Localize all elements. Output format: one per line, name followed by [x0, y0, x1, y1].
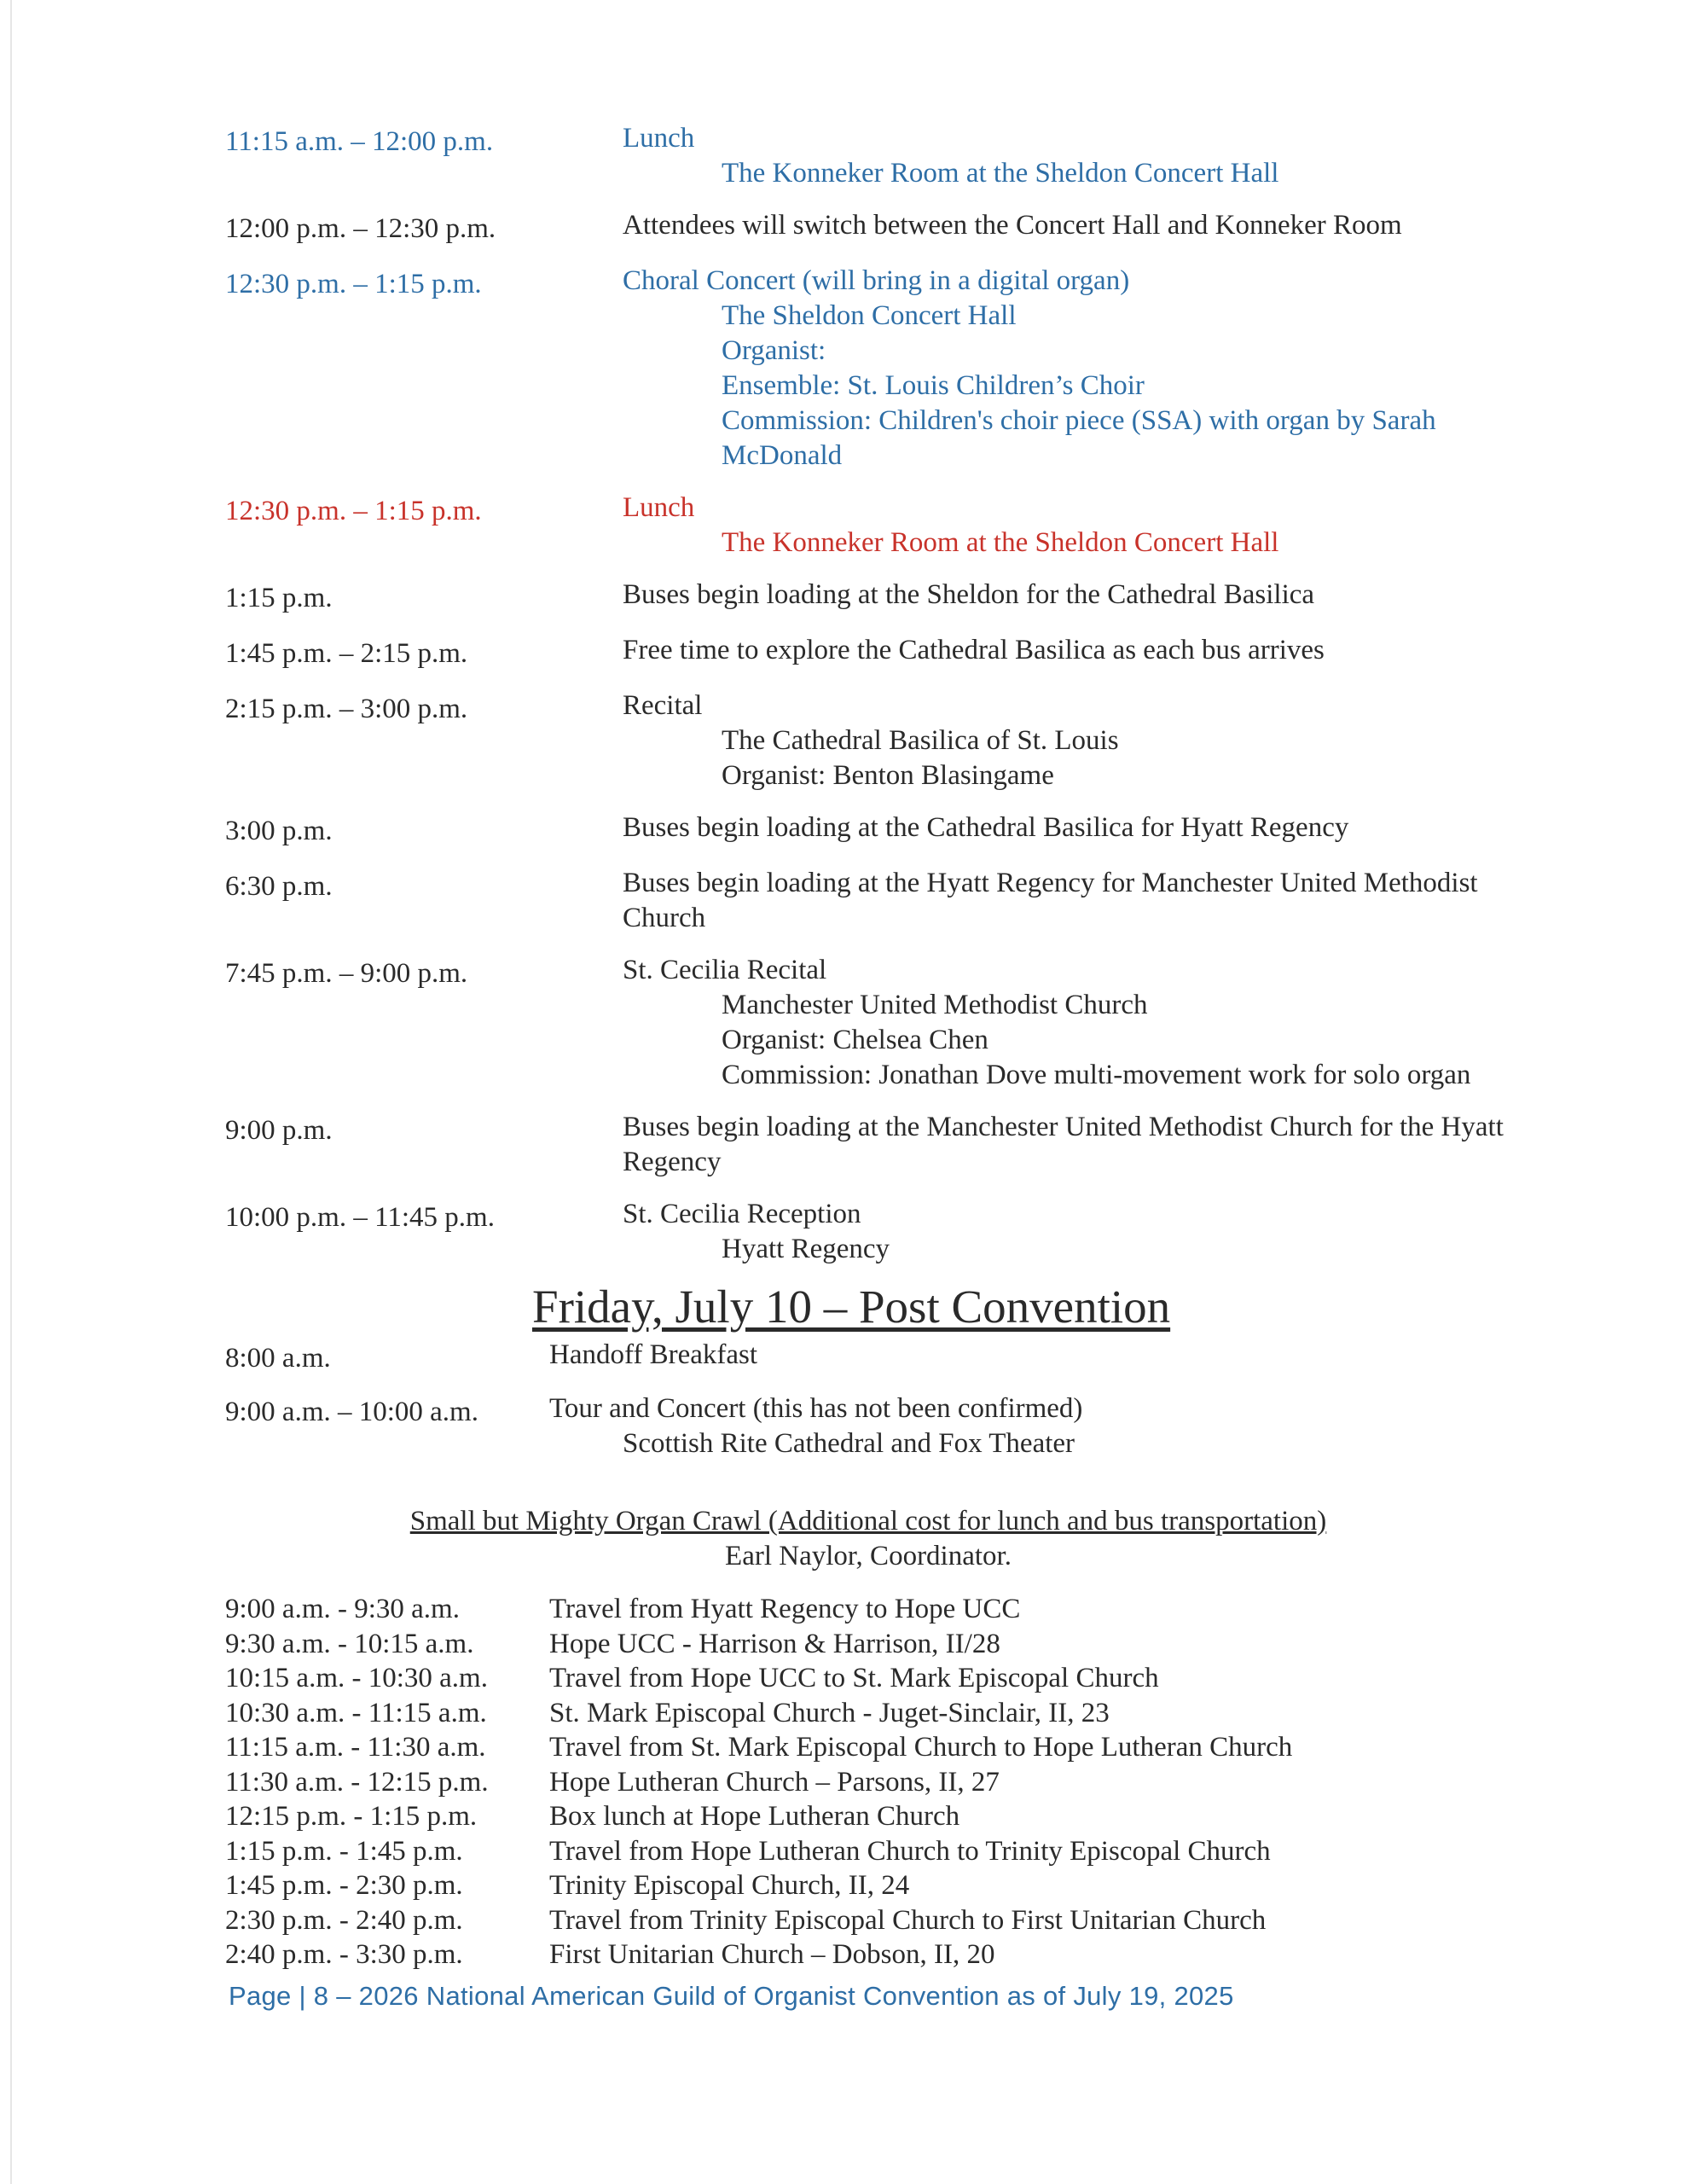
schedule-detail: The Cathedral Basilica of St. Louis [722, 725, 1119, 756]
schedule-row [225, 578, 1556, 616]
friday-schedule [225, 1338, 1556, 1477]
crawl-row [225, 1696, 1556, 1731]
section-heading: Friday, July 10 – Post Convention [532, 1281, 1171, 1333]
friday-row [225, 1338, 1556, 1376]
crawl-time: 12:15 p.m. - 1:15 p.m. [225, 1801, 478, 1832]
schedule-entry [623, 208, 1556, 247]
schedule-time: 1:45 p.m. – 2:15 p.m. [225, 638, 468, 669]
schedule-row [225, 491, 1556, 561]
crawl-text: Hope UCC - Harrison & Harrison, II/28 [549, 1628, 1000, 1659]
schedule-detail: The Konneker Room at the Sheldon Concert Hall [722, 527, 1279, 558]
schedule-title: Buses begin loading at the Cathedral Basilica for Hyatt Regency [623, 812, 1349, 843]
friday-entry [549, 1391, 1556, 1461]
schedule-title: Recital [623, 690, 703, 721]
crawl-time: 11:15 a.m. - 11:30 a.m. [225, 1732, 486, 1763]
schedule-list [225, 121, 1556, 1284]
crawl-row [225, 1627, 1556, 1662]
schedule-detail: Commission: Children's choir piece (SSA) with organ by Sarah McDonald [722, 405, 1436, 471]
crawl-time: 1:15 p.m. - 1:45 p.m. [225, 1835, 463, 1867]
schedule-time: 7:45 p.m. – 9:00 p.m. [225, 958, 468, 989]
schedule-row [225, 866, 1556, 936]
schedule-row [225, 810, 1556, 849]
schedule-row [225, 633, 1556, 671]
schedule-time: 2:15 p.m. – 3:00 p.m. [225, 694, 468, 724]
crawl-time: 10:30 a.m. - 11:15 a.m. [225, 1697, 487, 1728]
schedule-entry [623, 1197, 1556, 1267]
schedule-entry [623, 1110, 1556, 1180]
crawl-row [225, 1903, 1556, 1938]
schedule-title: Buses begin loading at the Manchester United Methodist Church for the Hyatt Regency [623, 1112, 1504, 1177]
crawl-time: 1:45 p.m. - 2:30 p.m. [225, 1870, 463, 1901]
schedule-time: 1:15 p.m. [225, 583, 333, 613]
schedule-detail: Commission: Jonathan Dove multi-movement work for solo organ [722, 1060, 1471, 1090]
friday-entry [549, 1338, 1556, 1376]
schedule-time: 12:30 p.m. – 1:15 p.m. [225, 496, 482, 526]
schedule-time: 9:00 p.m. [225, 1115, 333, 1146]
page-edge [10, 0, 12, 2184]
friday-title: Handoff Breakfast [549, 1339, 758, 1370]
crawl-text: Travel from Hyatt Regency to Hope UCC [549, 1594, 1021, 1624]
schedule-row [225, 688, 1556, 793]
friday-detail: Scottish Rite Cathedral and Fox Theater [623, 1428, 1075, 1459]
crawl-text: Travel from Trinity Episcopal Church to First Unitarian Church [549, 1904, 1267, 1936]
schedule-entry [623, 121, 1556, 191]
crawl-time: 10:15 a.m. - 10:30 a.m. [225, 1663, 488, 1693]
schedule-time: 11:15 a.m. – 12:00 p.m. [225, 126, 494, 157]
schedule-title: Lunch [623, 492, 695, 523]
crawl-title: Small but Mighty Organ Crawl (Additional cost for lunch and bus transportation) [409, 1506, 1327, 1536]
schedule-time: 12:30 p.m. – 1:15 p.m. [225, 269, 482, 299]
schedule-title: St. Cecilia Reception [623, 1199, 861, 1229]
crawl-text: Travel from St. Mark Episcopal Church to Hope Lutheran Church [549, 1732, 1293, 1763]
crawl-text: Travel from Hope UCC to St. Mark Episcopal Church [549, 1663, 1159, 1693]
schedule-row [225, 208, 1556, 247]
crawl-row [225, 1868, 1556, 1903]
crawl-time: 2:30 p.m. - 2:40 p.m. [225, 1904, 463, 1936]
schedule-entry [623, 491, 1556, 561]
crawl-text: Box lunch at Hope Lutheran Church [549, 1801, 960, 1832]
crawl-text: St. Mark Episcopal Church - Juget-Sinclair, II, 23 [549, 1697, 1110, 1728]
friday-row [225, 1391, 1556, 1461]
schedule-entry [623, 633, 1556, 671]
crawl-row [225, 1834, 1556, 1869]
schedule-entry [623, 578, 1556, 616]
schedule-title: Free time to explore the Cathedral Basilica as each bus arrives [623, 635, 1325, 665]
schedule-row [225, 953, 1556, 1093]
schedule-row [225, 1110, 1556, 1180]
schedule-detail: Organist: [722, 335, 826, 366]
schedule-entry [623, 810, 1556, 849]
crawl-time: 11:30 a.m. - 12:15 p.m. [225, 1766, 489, 1798]
schedule-entry [623, 688, 1556, 793]
friday-time: 9:00 a.m. – 10:00 a.m. [225, 1397, 478, 1427]
friday-time: 8:00 a.m. [225, 1343, 331, 1374]
crawl-coordinator: Earl Naylor, Coordinator. [725, 1541, 1012, 1571]
schedule-entry [623, 866, 1556, 936]
schedule-detail: Hyatt Regency [722, 1234, 890, 1264]
schedule-row [225, 1197, 1556, 1267]
schedule-row [225, 264, 1556, 473]
schedule-time: 6:30 p.m. [225, 871, 333, 902]
crawl-text: Trinity Episcopal Church, II, 24 [549, 1870, 910, 1901]
schedule-title: Buses begin loading at the Hyatt Regency for Manchester United Methodist Church [623, 868, 1478, 933]
schedule-detail: Ensemble: St. Louis Children’s Choir [722, 370, 1145, 401]
crawl-time: 9:00 a.m. - 9:30 a.m. [225, 1594, 460, 1624]
crawl-schedule [225, 1592, 1556, 1972]
crawl-text: First Unitarian Church – Dobson, II, 20 [549, 1939, 995, 1970]
schedule-time: 3:00 p.m. [225, 816, 333, 846]
schedule-title: Attendees will switch between the Concert Hall and Konneker Room [623, 210, 1402, 241]
schedule-detail: The Sheldon Concert Hall [722, 300, 1017, 331]
schedule-title: St. Cecilia Recital [623, 955, 827, 985]
schedule-time: 10:00 p.m. – 11:45 p.m. [225, 1202, 495, 1233]
schedule-entry [623, 953, 1556, 1093]
crawl-time: 9:30 a.m. - 10:15 a.m. [225, 1628, 474, 1659]
crawl-time: 2:40 p.m. - 3:30 p.m. [225, 1939, 463, 1970]
friday-title: Tour and Concert (this has not been confirmed) [549, 1393, 1083, 1424]
schedule-time: 12:00 p.m. – 12:30 p.m. [225, 213, 496, 244]
schedule-title: Buses begin loading at the Sheldon for the Cathedral Basilica [623, 579, 1315, 610]
crawl-row [225, 1730, 1556, 1765]
crawl-text: Hope Lutheran Church – Parsons, II, 27 [549, 1766, 1000, 1798]
schedule-detail: Organist: Chelsea Chen [722, 1025, 988, 1055]
crawl-row [225, 1937, 1556, 1972]
schedule-detail: The Konneker Room at the Sheldon Concert Hall [722, 158, 1279, 189]
crawl-row [225, 1661, 1556, 1696]
schedule-title: Choral Concert (will bring in a digital organ) [623, 265, 1130, 296]
page-footer: Page | 8 – 2026 National American Guild of Organist Convention as of July 19, 2025 [229, 1981, 1234, 2011]
crawl-row [225, 1799, 1556, 1834]
schedule-row [225, 121, 1556, 191]
schedule-entry [623, 264, 1556, 473]
schedule-title: Lunch [623, 123, 695, 154]
crawl-row [225, 1592, 1556, 1627]
schedule-detail: Manchester United Methodist Church [722, 990, 1148, 1020]
crawl-text: Travel from Hope Lutheran Church to Trinity Episcopal Church [549, 1835, 1271, 1867]
crawl-row [225, 1765, 1556, 1800]
schedule-detail: Organist: Benton Blasingame [722, 760, 1054, 791]
